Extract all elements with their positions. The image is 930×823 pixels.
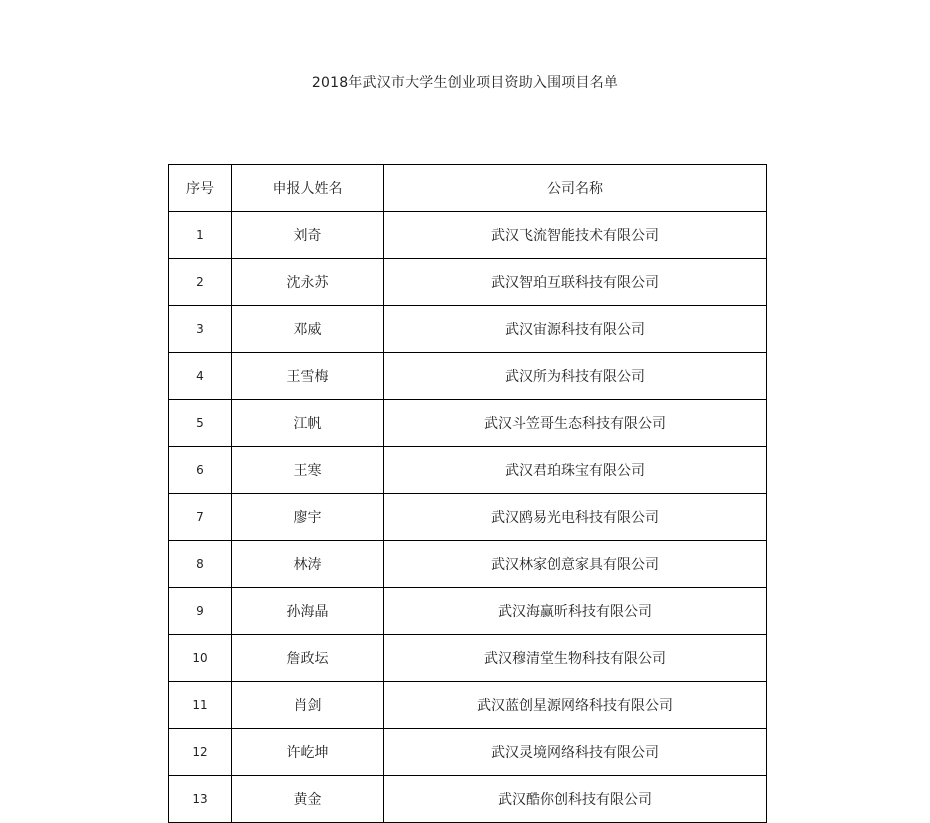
row-index: 12 — [169, 729, 232, 776]
table-row — [169, 212, 767, 259]
table-row — [169, 306, 767, 353]
header-company-name: 公司名称 — [384, 165, 767, 212]
row-index: 2 — [169, 259, 232, 306]
row-applicant-name: 江帆 — [232, 400, 384, 447]
row-index: 8 — [169, 541, 232, 588]
row-applicant-name: 詹政坛 — [232, 635, 384, 682]
row-company-name: 武汉智珀互联科技有限公司 — [384, 259, 767, 306]
row-index: 3 — [169, 306, 232, 353]
row-applicant-name: 沈永苏 — [232, 259, 384, 306]
row-company-name: 武汉海赢昕科技有限公司 — [384, 588, 767, 635]
row-applicant-name: 邓威 — [232, 306, 384, 353]
table-header-row — [169, 165, 767, 212]
table-row — [169, 447, 767, 494]
row-index: 11 — [169, 682, 232, 729]
row-applicant-name: 林涛 — [232, 541, 384, 588]
row-index: 9 — [169, 588, 232, 635]
table-row — [169, 729, 767, 776]
row-company-name: 武汉穆清堂生物科技有限公司 — [384, 635, 767, 682]
row-index: 6 — [169, 447, 232, 494]
table-row — [169, 776, 767, 823]
table-row — [169, 635, 767, 682]
row-company-name: 武汉鸥易光电科技有限公司 — [384, 494, 767, 541]
table-row — [169, 353, 767, 400]
row-company-name: 武汉飞流智能技术有限公司 — [384, 212, 767, 259]
row-company-name: 武汉林家创意家具有限公司 — [384, 541, 767, 588]
row-index: 1 — [169, 212, 232, 259]
table-row — [169, 682, 767, 729]
table-row — [169, 259, 767, 306]
table-row — [169, 588, 767, 635]
row-applicant-name: 刘奇 — [232, 212, 384, 259]
row-index: 7 — [169, 494, 232, 541]
row-company-name: 武汉斗笠哥生态科技有限公司 — [384, 400, 767, 447]
table-row — [169, 494, 767, 541]
row-company-name: 武汉酷你创科技有限公司 — [384, 776, 767, 823]
table-row — [169, 541, 767, 588]
row-index: 13 — [169, 776, 232, 823]
project-list-table — [168, 164, 767, 823]
row-index: 10 — [169, 635, 232, 682]
row-company-name: 武汉所为科技有限公司 — [384, 353, 767, 400]
page-title: 2018年武汉市大学生创业项目资助入围项目名单 — [311, 75, 619, 91]
row-company-name: 武汉灵境网络科技有限公司 — [384, 729, 767, 776]
row-applicant-name: 廖宇 — [232, 494, 384, 541]
row-applicant-name: 黄金 — [232, 776, 384, 823]
row-applicant-name: 孙海晶 — [232, 588, 384, 635]
row-applicant-name: 王雪梅 — [232, 353, 384, 400]
header-applicant-name: 申报人姓名 — [232, 165, 384, 212]
row-company-name: 武汉宙源科技有限公司 — [384, 306, 767, 353]
row-index: 5 — [169, 400, 232, 447]
table-row — [169, 400, 767, 447]
row-company-name: 武汉蓝创星源网络科技有限公司 — [384, 682, 767, 729]
row-index: 4 — [169, 353, 232, 400]
header-index: 序号 — [169, 165, 232, 212]
row-applicant-name: 肖剑 — [232, 682, 384, 729]
row-applicant-name: 王寒 — [232, 447, 384, 494]
row-applicant-name: 许屹坤 — [232, 729, 384, 776]
row-company-name: 武汉君珀珠宝有限公司 — [384, 447, 767, 494]
